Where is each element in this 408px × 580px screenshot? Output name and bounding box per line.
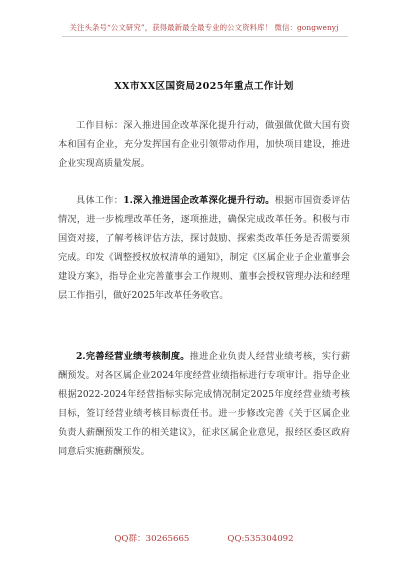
goal-paragraph (58, 116, 350, 173)
goal-section (58, 116, 350, 173)
document-title: XX市XX区国资局2025年重点工作计划 (114, 81, 294, 92)
task-2-paragraph (58, 347, 350, 461)
footer-qq-number: QQ:535304092 (227, 534, 294, 544)
task-2-text: 推进企业负责人经营业绩考核，实行薪酬预发。对各区属企业2024年度经营业绩指标进行专项审计。指导企业根据2022-2024年经营指标实际完成情况制定2025年度经营业绩考核目标，签订经营业绩考核目标责任书。进一步修改完善《关于区属企业负责人薪酬预发工作的相关建议》，征求区属企业意见，报经区委区政府同意后实施薪酬预发。 (58, 351, 351, 457)
task-1-paragraph (58, 191, 350, 305)
goal-label: 工作目标： (76, 120, 124, 131)
task-1-heading: 1.深入推进国企改革深化提升行动。 (123, 195, 275, 206)
footer-qq-group: QQ群：30265665 (114, 534, 190, 544)
header-divider (62, 36, 348, 37)
goal-text: 深入推进国企改革深化提升行动，做强做优做大国有资本和国有企业，充分发挥国有企业引领带动作用，加快项目建设，推进企业实现高质量发展。 (58, 120, 351, 169)
tasks-label: 具体工作： (76, 195, 124, 206)
header-banner: 关注头条号“公文研究”，获得最新最全最专业的公文资料库！ 微信：gongwenyj (69, 23, 339, 32)
footer-contact (0, 532, 408, 544)
task-1-text: 根据市国资委评估情况，进一步梳理改革任务，逐项推进，确保完成改革任务。积极与市国资对接，了解考核评估方法，探讨鼓励、探索类改革任务是否需要须完成。印发《调整授权放权清单的通知》，制定《区属企业子企业董事会建设方案》，指导企业完善董事会工作规则、董事会授权管理办法和经理层工作指引，做好2025年改革任务收官。 (58, 195, 351, 301)
task-2-heading: 2.完善经营业绩考核制度。 (76, 351, 190, 362)
task-1-section (58, 191, 350, 305)
task-2-section (58, 347, 350, 461)
